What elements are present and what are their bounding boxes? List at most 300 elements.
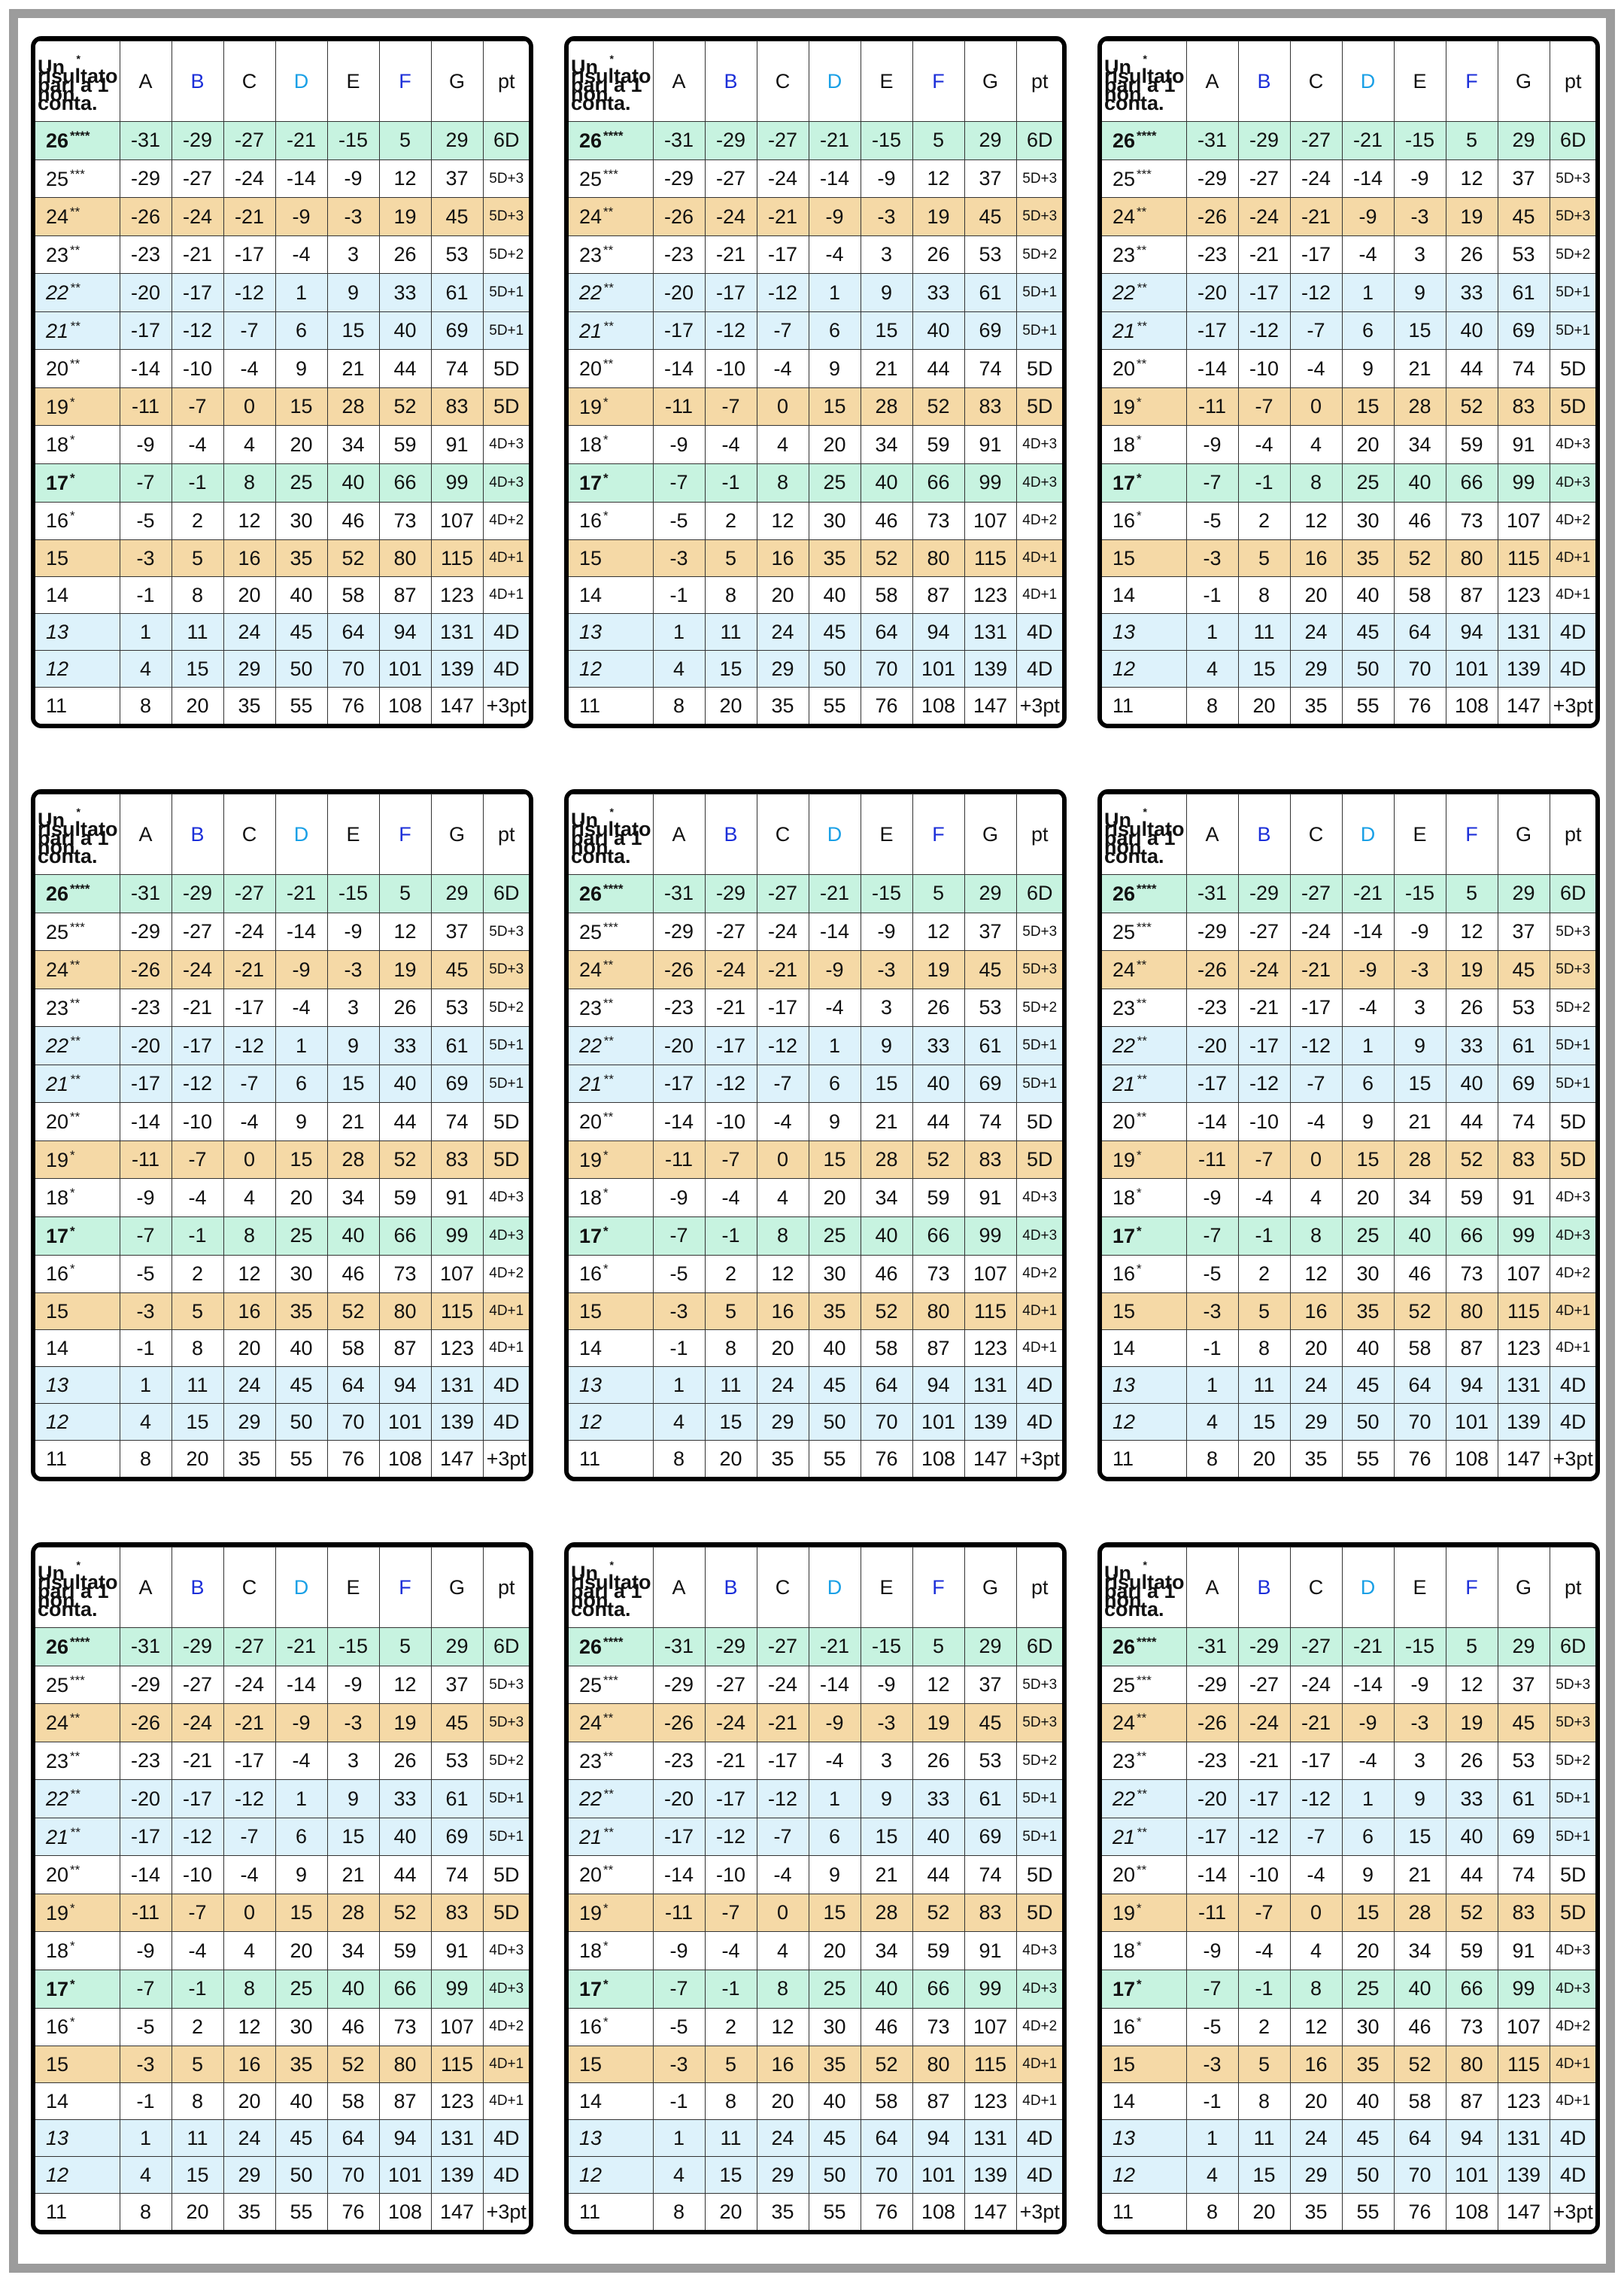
points-cell: 6D [1550, 1628, 1596, 1666]
score-cell: 94 [379, 1367, 431, 1404]
score-cell: -23 [1186, 235, 1238, 274]
row-label [1102, 651, 1186, 688]
rule-note-text: Un risultato pari a 1 non conta. [38, 55, 118, 114]
column-header-a: A [1186, 794, 1238, 875]
score-cell: 8 [653, 688, 705, 724]
row-label-stars: ** [70, 357, 80, 372]
score-cell: 5 [912, 122, 964, 160]
row-label [35, 688, 120, 724]
score-cell: 83 [431, 1140, 483, 1179]
score-cell: -14 [1342, 1666, 1394, 1704]
score-cell: 5 [172, 2046, 223, 2083]
table-row [35, 1704, 530, 1742]
score-cell: -4 [757, 350, 809, 388]
score-cell: -7 [172, 1140, 223, 1179]
table-row [569, 1780, 1063, 1818]
score-cell: -9 [120, 1932, 172, 1970]
score-cell: 61 [1498, 1780, 1550, 1818]
score-cell: 8 [757, 463, 809, 502]
score-cell: 40 [1342, 1330, 1394, 1367]
score-cell: 115 [431, 2046, 483, 2083]
score-cell: 33 [912, 1780, 964, 1818]
score-cell: -17 [653, 1818, 705, 1856]
score-cell: 20 [223, 1330, 275, 1367]
table-row [1102, 1666, 1596, 1704]
row-label-number: 21 [46, 319, 69, 342]
score-cell: -23 [653, 989, 705, 1027]
column-header-d: D [275, 1547, 327, 1628]
row-label-number: 18 [579, 1939, 603, 1963]
score-cell: 91 [1498, 1932, 1550, 1970]
score-cell: 16 [757, 540, 809, 577]
score-cell: 44 [1446, 1856, 1498, 1894]
score-cell: 35 [1342, 540, 1394, 577]
score-cell: -7 [172, 1894, 223, 1932]
row-label-stars: ** [70, 205, 80, 220]
score-cell: 52 [912, 1894, 964, 1932]
score-cell: -29 [1186, 1666, 1238, 1704]
table-row [1102, 1216, 1596, 1255]
table-row [569, 913, 1063, 951]
score-cell: 73 [379, 2008, 431, 2046]
row-label-stars: * [1137, 1223, 1142, 1238]
score-cell: -9 [809, 198, 861, 236]
score-cell: 83 [1498, 1894, 1550, 1932]
points-cell: 5D+1 [1016, 274, 1063, 312]
score-cell: 37 [1498, 159, 1550, 198]
score-cell: 40 [327, 1216, 379, 1255]
table-row [1102, 951, 1596, 989]
table-row [569, 1367, 1063, 1404]
score-cell: 29 [431, 122, 483, 160]
points-cell: 6D [1016, 875, 1063, 913]
score-cell: -9 [1342, 198, 1394, 236]
row-label [35, 1255, 120, 1293]
row-label-number: 15 [46, 1299, 69, 1323]
score-cell: -1 [120, 2083, 172, 2120]
points-cell: 4D [1016, 651, 1063, 688]
score-cell: 52 [861, 1293, 912, 1330]
points-cell: 5D+3 [483, 1666, 530, 1704]
column-header-f: F [1446, 1547, 1498, 1628]
table-row [569, 159, 1063, 198]
row-label [1102, 1216, 1186, 1255]
row-label-number: 20 [46, 357, 69, 381]
score-cell: 5 [1238, 1293, 1290, 1330]
table-row [35, 1932, 530, 1970]
row-label-number: 22 [1113, 281, 1136, 305]
score-cell: -15 [861, 122, 912, 160]
table-row [35, 1628, 530, 1666]
score-cell: 40 [1394, 1216, 1446, 1255]
score-cell: -7 [120, 1970, 172, 2008]
score-cell: 74 [431, 1856, 483, 1894]
score-cell: -14 [653, 1103, 705, 1141]
column-header-pt: pt [1550, 41, 1596, 122]
score-cell: 40 [861, 1970, 912, 2008]
score-cell: -3 [120, 2046, 172, 2083]
score-cell: 21 [327, 1856, 379, 1894]
row-label-number: 24 [1113, 205, 1136, 229]
score-cell: 66 [379, 1216, 431, 1255]
score-cell: 20 [1290, 2083, 1342, 2120]
score-cell: -12 [1290, 274, 1342, 312]
table-row [569, 1856, 1063, 1894]
score-cell: -9 [275, 951, 327, 989]
score-cell: -7 [1186, 1970, 1238, 2008]
score-cell: 52 [1394, 1293, 1446, 1330]
score-cell: 15 [275, 1894, 327, 1932]
score-cell: 45 [275, 614, 327, 651]
score-cell: -7 [757, 1818, 809, 1856]
score-cell: 61 [1498, 1027, 1550, 1065]
score-cell: 9 [1394, 1027, 1446, 1065]
points-cell: +3pt [1550, 688, 1596, 724]
row-label-stars: ** [603, 1824, 614, 1839]
points-cell: 4D [483, 2157, 530, 2194]
score-cell: 66 [912, 463, 964, 502]
score-cell: 35 [275, 1293, 327, 1330]
score-cell: 46 [861, 502, 912, 540]
score-cell: 8 [653, 1441, 705, 1477]
score-cell: 20 [172, 688, 223, 724]
score-cell: -29 [172, 875, 223, 913]
score-cell: 19 [1446, 1704, 1498, 1742]
score-cell: 20 [275, 426, 327, 464]
score-cell: -17 [120, 311, 172, 350]
score-cell: 33 [1446, 1027, 1498, 1065]
score-cell: 35 [1290, 2194, 1342, 2230]
row-label [35, 1367, 120, 1404]
column-header-e: E [861, 41, 912, 122]
score-cell: -5 [653, 2008, 705, 2046]
score-cell: 29 [223, 651, 275, 688]
score-cell: 21 [861, 1856, 912, 1894]
score-cell: 147 [964, 1441, 1016, 1477]
score-cell: 33 [379, 1780, 431, 1818]
points-cell: 5D+1 [483, 311, 530, 350]
rule-note [35, 794, 120, 875]
table-row [35, 577, 530, 614]
rule-note-star: * [1143, 1558, 1147, 1571]
column-header-g: G [1498, 1547, 1550, 1628]
score-cell: 33 [1446, 274, 1498, 312]
points-cell: 5D+1 [1550, 1780, 1596, 1818]
points-cell: 5D [1016, 1103, 1063, 1141]
score-cell: 8 [120, 2194, 172, 2230]
points-cell: 6D [483, 1628, 530, 1666]
row-label-number: 15 [579, 1299, 603, 1323]
score-cell: 26 [379, 235, 431, 274]
score-cell: 52 [379, 387, 431, 426]
points-cell: 4D [1016, 1367, 1063, 1404]
points-cell: 5D+3 [483, 913, 530, 951]
score-cell: 91 [1498, 426, 1550, 464]
column-header-a: A [120, 41, 172, 122]
score-cell: -31 [1186, 1628, 1238, 1666]
row-label [1102, 1441, 1186, 1477]
score-cell: 50 [1342, 651, 1394, 688]
score-cell: 55 [809, 1441, 861, 1477]
score-cell: 115 [1498, 2046, 1550, 2083]
row-label-stars: * [1137, 470, 1142, 485]
row-label-number: 20 [1113, 1863, 1136, 1887]
row-label-stars: ** [1137, 205, 1147, 220]
row-label [35, 198, 120, 236]
score-cell: -24 [172, 951, 223, 989]
table-row [1102, 688, 1596, 724]
score-cell: -12 [172, 311, 223, 350]
score-cell: 94 [912, 1367, 964, 1404]
score-cell: 53 [431, 235, 483, 274]
column-header-f: F [912, 41, 964, 122]
points-cell: 5D+1 [483, 1065, 530, 1103]
row-label-stars: * [1137, 1262, 1142, 1277]
row-label-number: 21 [46, 1072, 69, 1095]
row-label-number: 19 [579, 395, 603, 418]
table-row [1102, 2157, 1596, 2194]
row-label-stars: * [603, 1900, 609, 1915]
row-label-number: 18 [46, 433, 69, 457]
row-label-number: 26 [1113, 129, 1136, 152]
row-label [1102, 426, 1186, 464]
score-cell: -17 [653, 1065, 705, 1103]
score-cell: 29 [757, 2157, 809, 2194]
score-cell: -27 [1238, 913, 1290, 951]
table-row [1102, 614, 1596, 651]
score-cell: 20 [757, 1330, 809, 1367]
score-cell: 5 [705, 540, 757, 577]
score-cell: -12 [1238, 311, 1290, 350]
score-cell: -4 [275, 989, 327, 1027]
score-cell: 12 [757, 2008, 809, 2046]
row-label [35, 1818, 120, 1856]
table-row [1102, 1293, 1596, 1330]
score-cell: 0 [757, 1140, 809, 1179]
score-cell: 83 [964, 1140, 1016, 1179]
row-label [1102, 1780, 1186, 1818]
row-label-number: 24 [46, 205, 69, 229]
table-row [1102, 2008, 1596, 2046]
score-cell: 28 [861, 1140, 912, 1179]
score-cell: -12 [757, 1027, 809, 1065]
row-label-number: 21 [1113, 1072, 1136, 1095]
row-label [35, 913, 120, 951]
column-header-b: B [1238, 41, 1290, 122]
score-cell: 115 [964, 2046, 1016, 2083]
table-row [35, 1742, 530, 1780]
score-cell: 80 [1446, 1293, 1498, 1330]
column-header-f: F [912, 1547, 964, 1628]
score-card [31, 1542, 533, 2234]
score-cell: 20 [705, 688, 757, 724]
points-cell: 4D+1 [1016, 2046, 1063, 2083]
points-cell: 6D [1016, 1628, 1063, 1666]
table-row [35, 1856, 530, 1894]
score-cell: 52 [861, 2046, 912, 2083]
row-label-stars: ** [70, 958, 80, 973]
row-label-stars: ** [1137, 1711, 1147, 1726]
row-label-stars: ** [603, 995, 614, 1010]
score-cell: -21 [757, 1704, 809, 1742]
score-cell: 12 [223, 502, 275, 540]
table-row [1102, 1027, 1596, 1065]
score-cell: 4 [120, 2157, 172, 2194]
row-label-stars: ** [1137, 1863, 1147, 1878]
score-cell: 2 [172, 1255, 223, 1293]
score-cell: 4 [653, 1404, 705, 1441]
score-cell: -3 [1394, 951, 1446, 989]
row-label-number: 11 [1113, 2200, 1134, 2223]
score-cell: 19 [1446, 198, 1498, 236]
score-cell: 9 [1394, 1780, 1446, 1818]
score-cell: 46 [1394, 2008, 1446, 2046]
score-table [569, 1547, 1063, 2230]
score-cell: 58 [861, 1330, 912, 1367]
points-cell: 5D [483, 1856, 530, 1894]
score-cell: 58 [861, 577, 912, 614]
score-cell: 50 [809, 651, 861, 688]
points-cell: 4D+1 [1016, 2083, 1063, 2120]
score-cell: 2 [705, 502, 757, 540]
score-cell: 15 [172, 1404, 223, 1441]
row-label-number: 16 [1113, 509, 1136, 533]
score-cell: 15 [1394, 311, 1446, 350]
points-cell: 4D+1 [1550, 1293, 1596, 1330]
points-cell: 5D [1016, 1894, 1063, 1932]
score-cell: 6 [809, 311, 861, 350]
table-row [569, 1932, 1063, 1970]
row-label [569, 2083, 653, 2120]
column-header-a: A [120, 1547, 172, 1628]
score-cell: 1 [653, 614, 705, 651]
row-label-stars: ** [1137, 1787, 1147, 1802]
score-cell: -17 [1290, 235, 1342, 274]
row-label-number: 23 [46, 243, 69, 266]
score-cell: 87 [912, 2083, 964, 2120]
row-label [35, 2008, 120, 2046]
score-cell: 37 [964, 913, 1016, 951]
score-cell: 26 [379, 1742, 431, 1780]
score-cell: -24 [223, 913, 275, 951]
row-label-stars: **** [603, 128, 624, 143]
column-header-a: A [653, 794, 705, 875]
score-cell: 64 [327, 614, 379, 651]
score-cell: -14 [1186, 1856, 1238, 1894]
score-cell: 2 [1238, 2008, 1290, 2046]
row-label-number: 21 [1113, 319, 1136, 342]
points-cell: 4D+2 [1550, 502, 1596, 540]
score-cell: 101 [379, 651, 431, 688]
score-cell: 1 [1342, 1027, 1394, 1065]
points-cell: 4D+3 [483, 463, 530, 502]
score-cell: -7 [223, 311, 275, 350]
score-cell: 29 [1290, 651, 1342, 688]
score-cell: 15 [327, 1065, 379, 1103]
score-cell: 5 [705, 1293, 757, 1330]
rule-note [35, 1547, 120, 1628]
points-cell: 5D+3 [1550, 913, 1596, 951]
score-cell: 4 [757, 1179, 809, 1217]
row-label [569, 1704, 653, 1742]
table-row [569, 1894, 1063, 1932]
rule-note-star: * [609, 805, 614, 818]
row-label-stars: ** [603, 318, 614, 333]
column-header-d: D [809, 794, 861, 875]
table-row [569, 1255, 1063, 1293]
row-label [1102, 350, 1186, 388]
table-row [35, 274, 530, 312]
row-label [35, 311, 120, 350]
score-cell: 21 [327, 350, 379, 388]
score-cell: 6 [809, 1065, 861, 1103]
score-cell: 147 [1498, 2194, 1550, 2230]
score-cell: -1 [120, 1330, 172, 1367]
score-cell: -21 [757, 198, 809, 236]
table-row [35, 1179, 530, 1217]
score-cell: 87 [1446, 577, 1498, 614]
score-cell: -17 [1186, 311, 1238, 350]
row-label-number: 21 [579, 319, 603, 342]
score-cell: 19 [1446, 951, 1498, 989]
score-cell: 45 [1342, 1367, 1394, 1404]
score-cell: 46 [1394, 502, 1446, 540]
row-label-stars: ** [70, 281, 80, 296]
score-cell: -7 [1238, 387, 1290, 426]
column-header-g: G [964, 41, 1016, 122]
score-cell: 147 [431, 688, 483, 724]
row-label [569, 235, 653, 274]
points-cell: 4D [483, 1367, 530, 1404]
table-row [35, 1367, 530, 1404]
score-cell: 44 [912, 350, 964, 388]
row-label-stars: ** [70, 1748, 80, 1763]
score-cell: 4 [223, 1179, 275, 1217]
score-cell: 15 [1238, 651, 1290, 688]
score-cell: 15 [1342, 387, 1394, 426]
row-label [569, 1932, 653, 1970]
row-label-stars: * [1137, 1900, 1142, 1915]
table-row [569, 502, 1063, 540]
table-row [569, 2083, 1063, 2120]
points-cell: 4D+3 [483, 426, 530, 464]
column-header-g: G [431, 794, 483, 875]
score-cell: 34 [861, 426, 912, 464]
row-label-number: 13 [1113, 2126, 1136, 2149]
points-cell: 4D [1016, 2157, 1063, 2194]
column-header-f: F [912, 794, 964, 875]
column-header-a: A [653, 41, 705, 122]
score-cell: 8 [172, 1330, 223, 1367]
score-cell: 15 [861, 1818, 912, 1856]
score-cell: -15 [1394, 1628, 1446, 1666]
score-cell: -4 [1290, 1856, 1342, 1894]
score-cell: 1 [1342, 1780, 1394, 1818]
row-label-stars: * [603, 1976, 609, 1991]
score-cell: 30 [275, 2008, 327, 2046]
table-row [35, 2083, 530, 2120]
row-label-number: 17 [1113, 471, 1136, 494]
row-label [35, 2157, 120, 2194]
score-cell: -1 [705, 1970, 757, 2008]
row-label-stars: ** [70, 995, 80, 1010]
column-header-f: F [379, 794, 431, 875]
score-cell: 44 [912, 1103, 964, 1141]
points-cell: +3pt [483, 688, 530, 724]
score-cell: -20 [1186, 274, 1238, 312]
score-cell: 74 [431, 350, 483, 388]
score-cell: 44 [1446, 350, 1498, 388]
